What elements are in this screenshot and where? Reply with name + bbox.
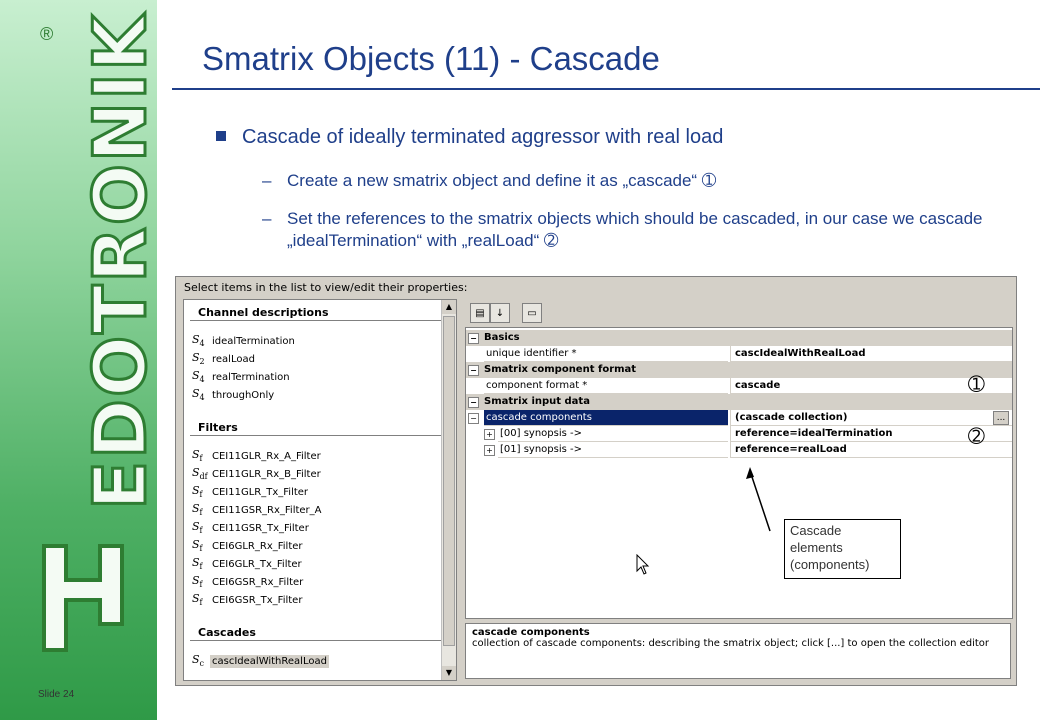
list-item-selected[interactable]: $S_c$ cascIdealWithRealLoad (192, 653, 327, 669)
categorized-view-icon[interactable]: ▤ (470, 303, 490, 323)
list-item[interactable]: $S_f$ CEI6GSR_Tx_Filter (192, 592, 303, 608)
category-basics[interactable]: − Basics (466, 330, 1012, 346)
property-grid[interactable] (465, 327, 1013, 619)
collapse-icon[interactable]: − (468, 413, 479, 424)
collapse-icon[interactable]: − (468, 397, 479, 408)
property-description-panel (465, 623, 1011, 679)
brand-logo-icon (38, 540, 128, 660)
group-channel-descriptions: Channel descriptions (198, 306, 329, 319)
callout-box: Cascade elements (components) (784, 519, 901, 579)
smatrix-icon: $S_f$ (192, 556, 203, 572)
object-listbox[interactable] (183, 299, 457, 681)
smatrix-icon: $S_f$ (192, 592, 203, 608)
smatrix-icon: $S_4$ (192, 369, 205, 385)
dash-marker: – (262, 171, 272, 190)
group-divider (190, 320, 442, 321)
expand-icon[interactable]: + (484, 445, 495, 456)
dash-marker: – (262, 209, 272, 228)
description-title: cascade components (472, 627, 590, 638)
collapse-icon[interactable]: − (468, 333, 479, 344)
main-bullet-text: Cascade of ideally terminated aggressor with real load (242, 126, 724, 148)
category-input-data[interactable]: − Smatrix input data (466, 394, 1012, 410)
list-item[interactable]: $S_2$ realLoad (192, 351, 255, 367)
smatrix-icon: $S_c$ (192, 653, 205, 669)
list-item[interactable]: $S_f$ CEI11GSR_Rx_Filter_A (192, 502, 322, 518)
bullet-square-icon (216, 131, 226, 141)
smatrix-icon: $S_4$ (192, 333, 205, 349)
main-bullet (216, 126, 723, 149)
marker-one: ➀ (968, 372, 985, 396)
list-item[interactable]: $S_4$ idealTermination (192, 333, 295, 349)
property-pages-icon[interactable]: ▭ (522, 303, 542, 323)
slide-number: Slide 24 (38, 689, 75, 700)
smatrix-icon: $S_f$ (192, 484, 203, 500)
collection-editor-button[interactable]: ... (993, 411, 1009, 425)
smatrix-icon: $S_f$ (192, 448, 203, 464)
brand-wordmark: EDOTRONIK (78, 13, 162, 510)
smatrix-icon: $S_f$ (192, 502, 203, 518)
list-item[interactable]: $S_f$ CEI6GLR_Tx_Filter (192, 556, 302, 572)
title-divider (172, 88, 1040, 90)
property-editor-window (175, 276, 1017, 686)
property-row-component-format[interactable]: component format * cascade (466, 378, 1012, 394)
group-cascades: Cascades (198, 626, 256, 639)
smatrix-icon: $S_4$ (192, 387, 205, 403)
smatrix-icon: $S_f$ (192, 520, 203, 536)
category-component-format[interactable]: − Smatrix component format (466, 362, 1012, 378)
property-toolbar (466, 301, 616, 325)
smatrix-icon: $S_2$ (192, 351, 205, 367)
property-row-cascade-components[interactable]: − cascade components (cascade collection) ... (466, 410, 1012, 426)
marker-two: ➁ (968, 424, 985, 448)
mouse-cursor-icon (636, 554, 650, 576)
expand-icon[interactable]: + (484, 429, 495, 440)
list-item[interactable]: $S_f$ CEI6GLR_Rx_Filter (192, 538, 303, 554)
property-row-component-0[interactable]: + [00] synopsis -> reference=idealTermination (466, 426, 1012, 442)
sub-bullet-1-text: Create a new smatrix object and define it as „cascade“ ➀ (287, 171, 717, 190)
callout-arrow (740, 465, 780, 535)
list-item[interactable]: $S_f$ CEI11GLR_Rx_A_Filter (192, 448, 321, 464)
group-divider (190, 435, 442, 436)
smatrix-icon: $S_f$ (192, 538, 203, 554)
scroll-up-icon[interactable]: ▲ (442, 300, 456, 314)
registered-mark: ® (40, 24, 54, 44)
alphabetical-sort-icon[interactable]: ↓ (490, 303, 510, 323)
list-item[interactable]: $S_f$ CEI11GLR_Tx_Filter (192, 484, 309, 500)
smatrix-icon: $S_f$ (192, 574, 203, 590)
group-filters: Filters (198, 421, 238, 434)
property-row-component-1[interactable]: + [01] synopsis -> reference=realLoad (466, 442, 1012, 458)
list-item[interactable]: $S_f$ CEI11GSR_Tx_Filter (192, 520, 309, 536)
scroll-down-icon[interactable]: ▼ (442, 666, 456, 680)
collapse-icon[interactable]: − (468, 365, 479, 376)
window-caption: Select items in the list to view/edit their properties: (184, 281, 468, 294)
list-item[interactable]: $S_4$ realTermination (192, 369, 290, 385)
smatrix-icon: $S_{df}$ (192, 466, 208, 482)
list-item[interactable]: $S_f$ CEI6GSR_Rx_Filter (192, 574, 304, 590)
list-item[interactable]: $S_{df}$ CEI11GLR_Rx_B_Filter (192, 466, 321, 482)
property-row-unique-identifier[interactable]: unique identifier * cascIdealWithRealLoad (466, 346, 1012, 362)
sub-bullet-2-text: Set the references to the smatrix objects which should be cascaded, in our case we cascade „idealTermination“ with „realLoad“ ➁ (287, 209, 983, 250)
scroll-thumb[interactable] (443, 316, 455, 646)
page-title: Smatrix Objects (11) - Cascade (202, 40, 660, 77)
brand-area (0, 0, 162, 720)
listbox-scrollbar[interactable] (441, 300, 456, 680)
group-divider (190, 640, 442, 641)
description-text: collection of cascade components: describing the smatrix object; click [...] to open the collection editor (472, 638, 990, 649)
list-item[interactable]: $S_4$ throughOnly (192, 387, 275, 403)
